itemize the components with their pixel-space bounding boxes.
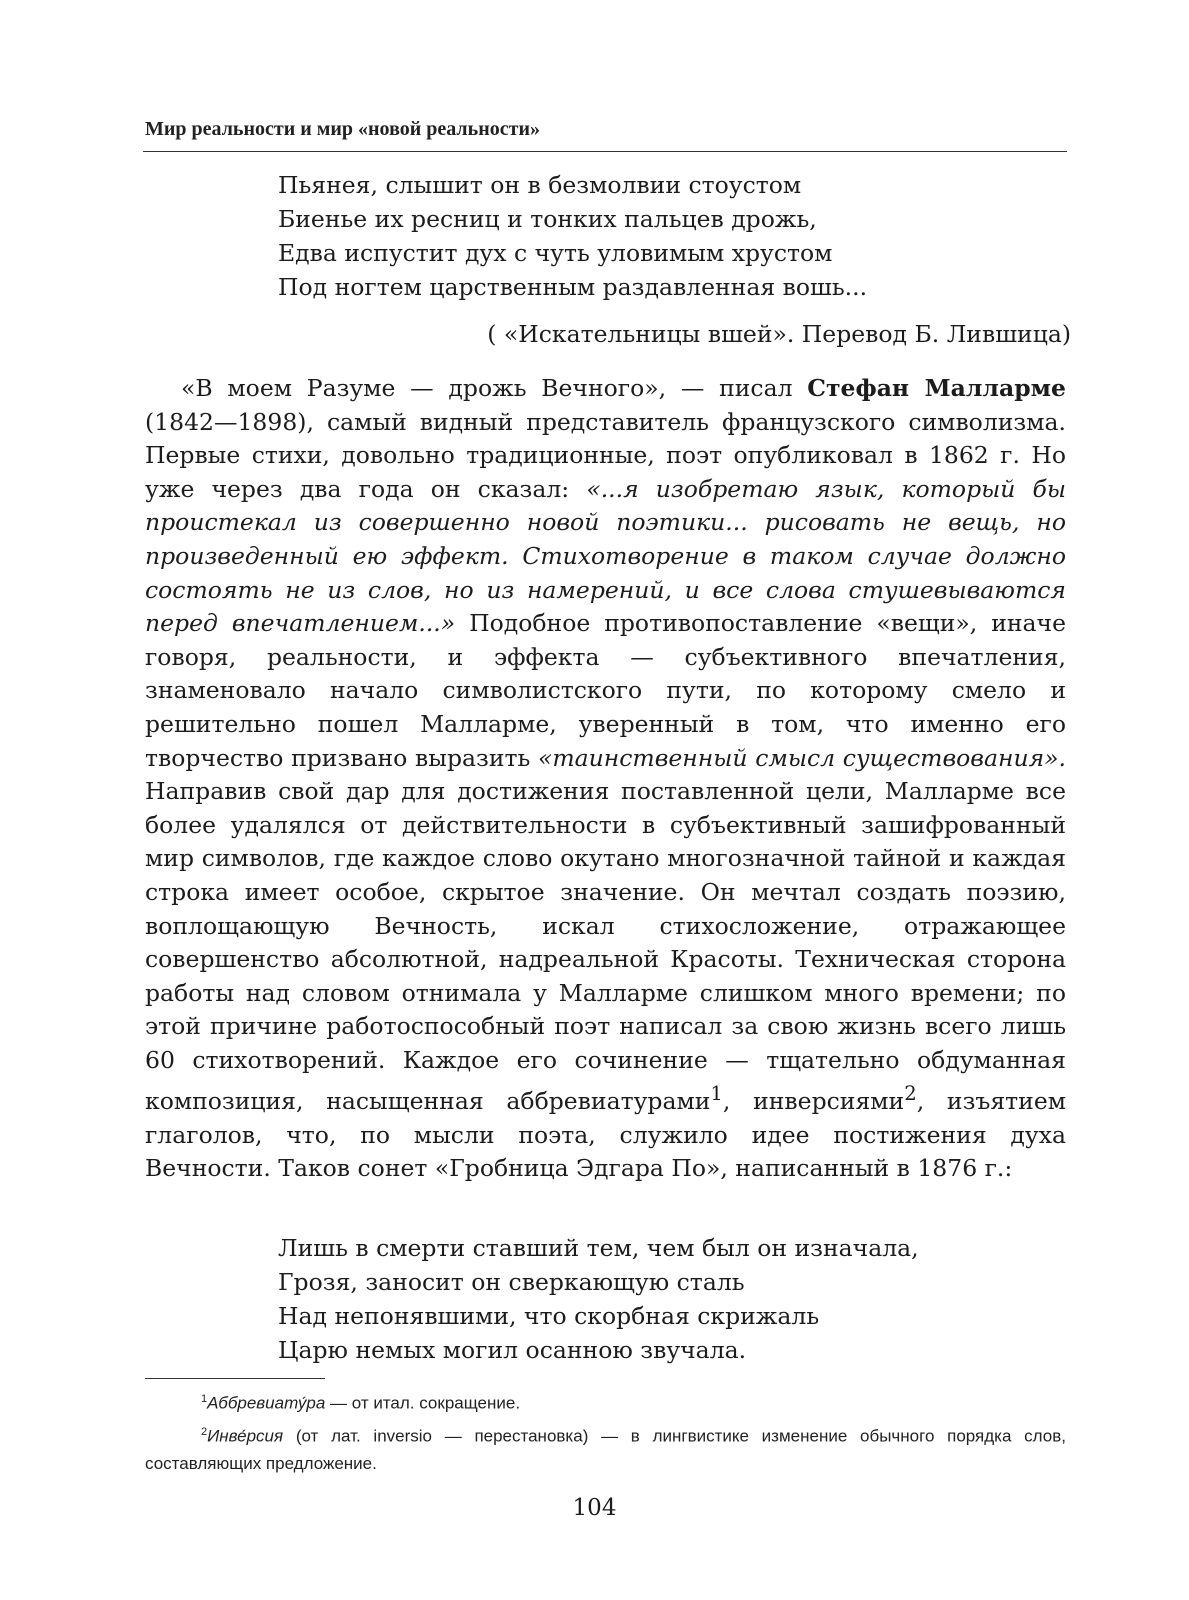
footnote-rule xyxy=(145,1378,325,1379)
poem-excerpt-mallarme xyxy=(278,1231,919,1367)
footnote-text: — от итал. сокращение. xyxy=(325,1393,521,1413)
footnote-text: (от лат. inversio — перестановка) — в лингвистике изменение обычного порядка слов, составляющих предложение. xyxy=(145,1426,1066,1474)
text-run: , инверсиями xyxy=(722,1087,905,1116)
verse-line: Под ногтем царственным раздавленная вошь... xyxy=(278,273,868,301)
verse-line: Над непонявшими, что скорбная скрижаль xyxy=(278,1302,820,1330)
footnote-term: Аббревиату́ра xyxy=(207,1393,326,1413)
text-run: Направив свой дар для достижения поставленной цели, Малларме все более удалялся от действительности в субъективный зашифрованный мир символов, где каждое слово окутано многозначной тайной и каждая строка имеет особое, скрытое значение. Он мечтал создать поэзию, воплощающую Вечность, искал стихосложение, отражающее совершенство абсолютной, надреальной Красоты. Техническая сторона работы над словом отнимала у Малларме слишком много времени; по этой причине работоспособный поэт написал за свою жизнь всего лишь 60 стихотворений. Каждое его сочинение — тщательно обдуманная композиция, насыщенная аббревиатурами xyxy=(145,777,1066,1116)
poem-attribution: ( «Искательницы вшей». Перевод Б. Лившица) xyxy=(487,320,1071,348)
footnote-term: Инве́рсия xyxy=(207,1426,284,1446)
poem-excerpt-rimbaud xyxy=(278,168,867,304)
verse-line: Царю немых могил осанною звучала. xyxy=(278,1336,747,1364)
text-run: «В моем Разуме — дрожь Вечного», — писал xyxy=(181,374,808,402)
italic-quote: «...я изобретаю язык, который бы проистекал из совершенно новой поэтики... рисовать не вещь, но произведенный ею эффект. Стихотворение в таком случае должно состоять не из слов, но из намерений, и все слова стушевываются перед впечатлением...» xyxy=(145,474,1066,638)
footnote-2 xyxy=(145,1418,1066,1479)
paragraph-mallarme xyxy=(145,372,1066,1186)
footnote-mark: 2 xyxy=(201,1425,208,1438)
verse-line: Едва испустит дух с чуть уловимым хрустом xyxy=(278,239,833,267)
author-name: Стефан Малларме xyxy=(807,374,1067,402)
footnote-ref[interactable]: 2 xyxy=(904,1082,917,1106)
italic-quote: «таинственный смысл существования». xyxy=(537,743,1066,772)
footnotes xyxy=(145,1385,1066,1478)
header-rule xyxy=(143,151,1067,152)
text-run: , изъятием глаголов, что, по мысли поэта, служило идее постижения духа Вечности. Таков сонет «Гробница Эдгара По», написанный в 1876 г.: xyxy=(145,1087,1067,1183)
text-run: (1842—1898), самый видный представитель французского символизма. Первые стихи, довольно традиционные, поэт опубликовал в 1862 г. Но уже через два года он сказал: xyxy=(145,407,1066,503)
running-head: Мир реальности и мир «новой реальности» xyxy=(145,118,540,140)
main-text xyxy=(145,372,1066,1186)
verse-line: Пьянея, слышит он в безмолвии стоустом xyxy=(278,171,802,199)
verse-line: Биенье их ресниц и тонких пальцев дрожь, xyxy=(278,205,817,233)
footnote-mark: 1 xyxy=(201,1393,208,1405)
footnote-ref[interactable]: 1 xyxy=(710,1082,723,1106)
page-number: 104 xyxy=(572,1495,617,1521)
verse-line: Лишь в смерти ставший тем, чем был он изначала, xyxy=(278,1234,919,1262)
footnote-1 xyxy=(145,1385,1066,1418)
text-run: Подобное противопоставление «вещи», иначе говоря, реальности, и эффекта — субъективного впечатления, знаменовало начало символистского пути, по которому смело и решительно пошел Малларме, уверенный в том, что именно его творчество призвано выразить xyxy=(145,609,1066,772)
verse-line: Грозя, заносит он сверкающую сталь xyxy=(278,1268,745,1296)
